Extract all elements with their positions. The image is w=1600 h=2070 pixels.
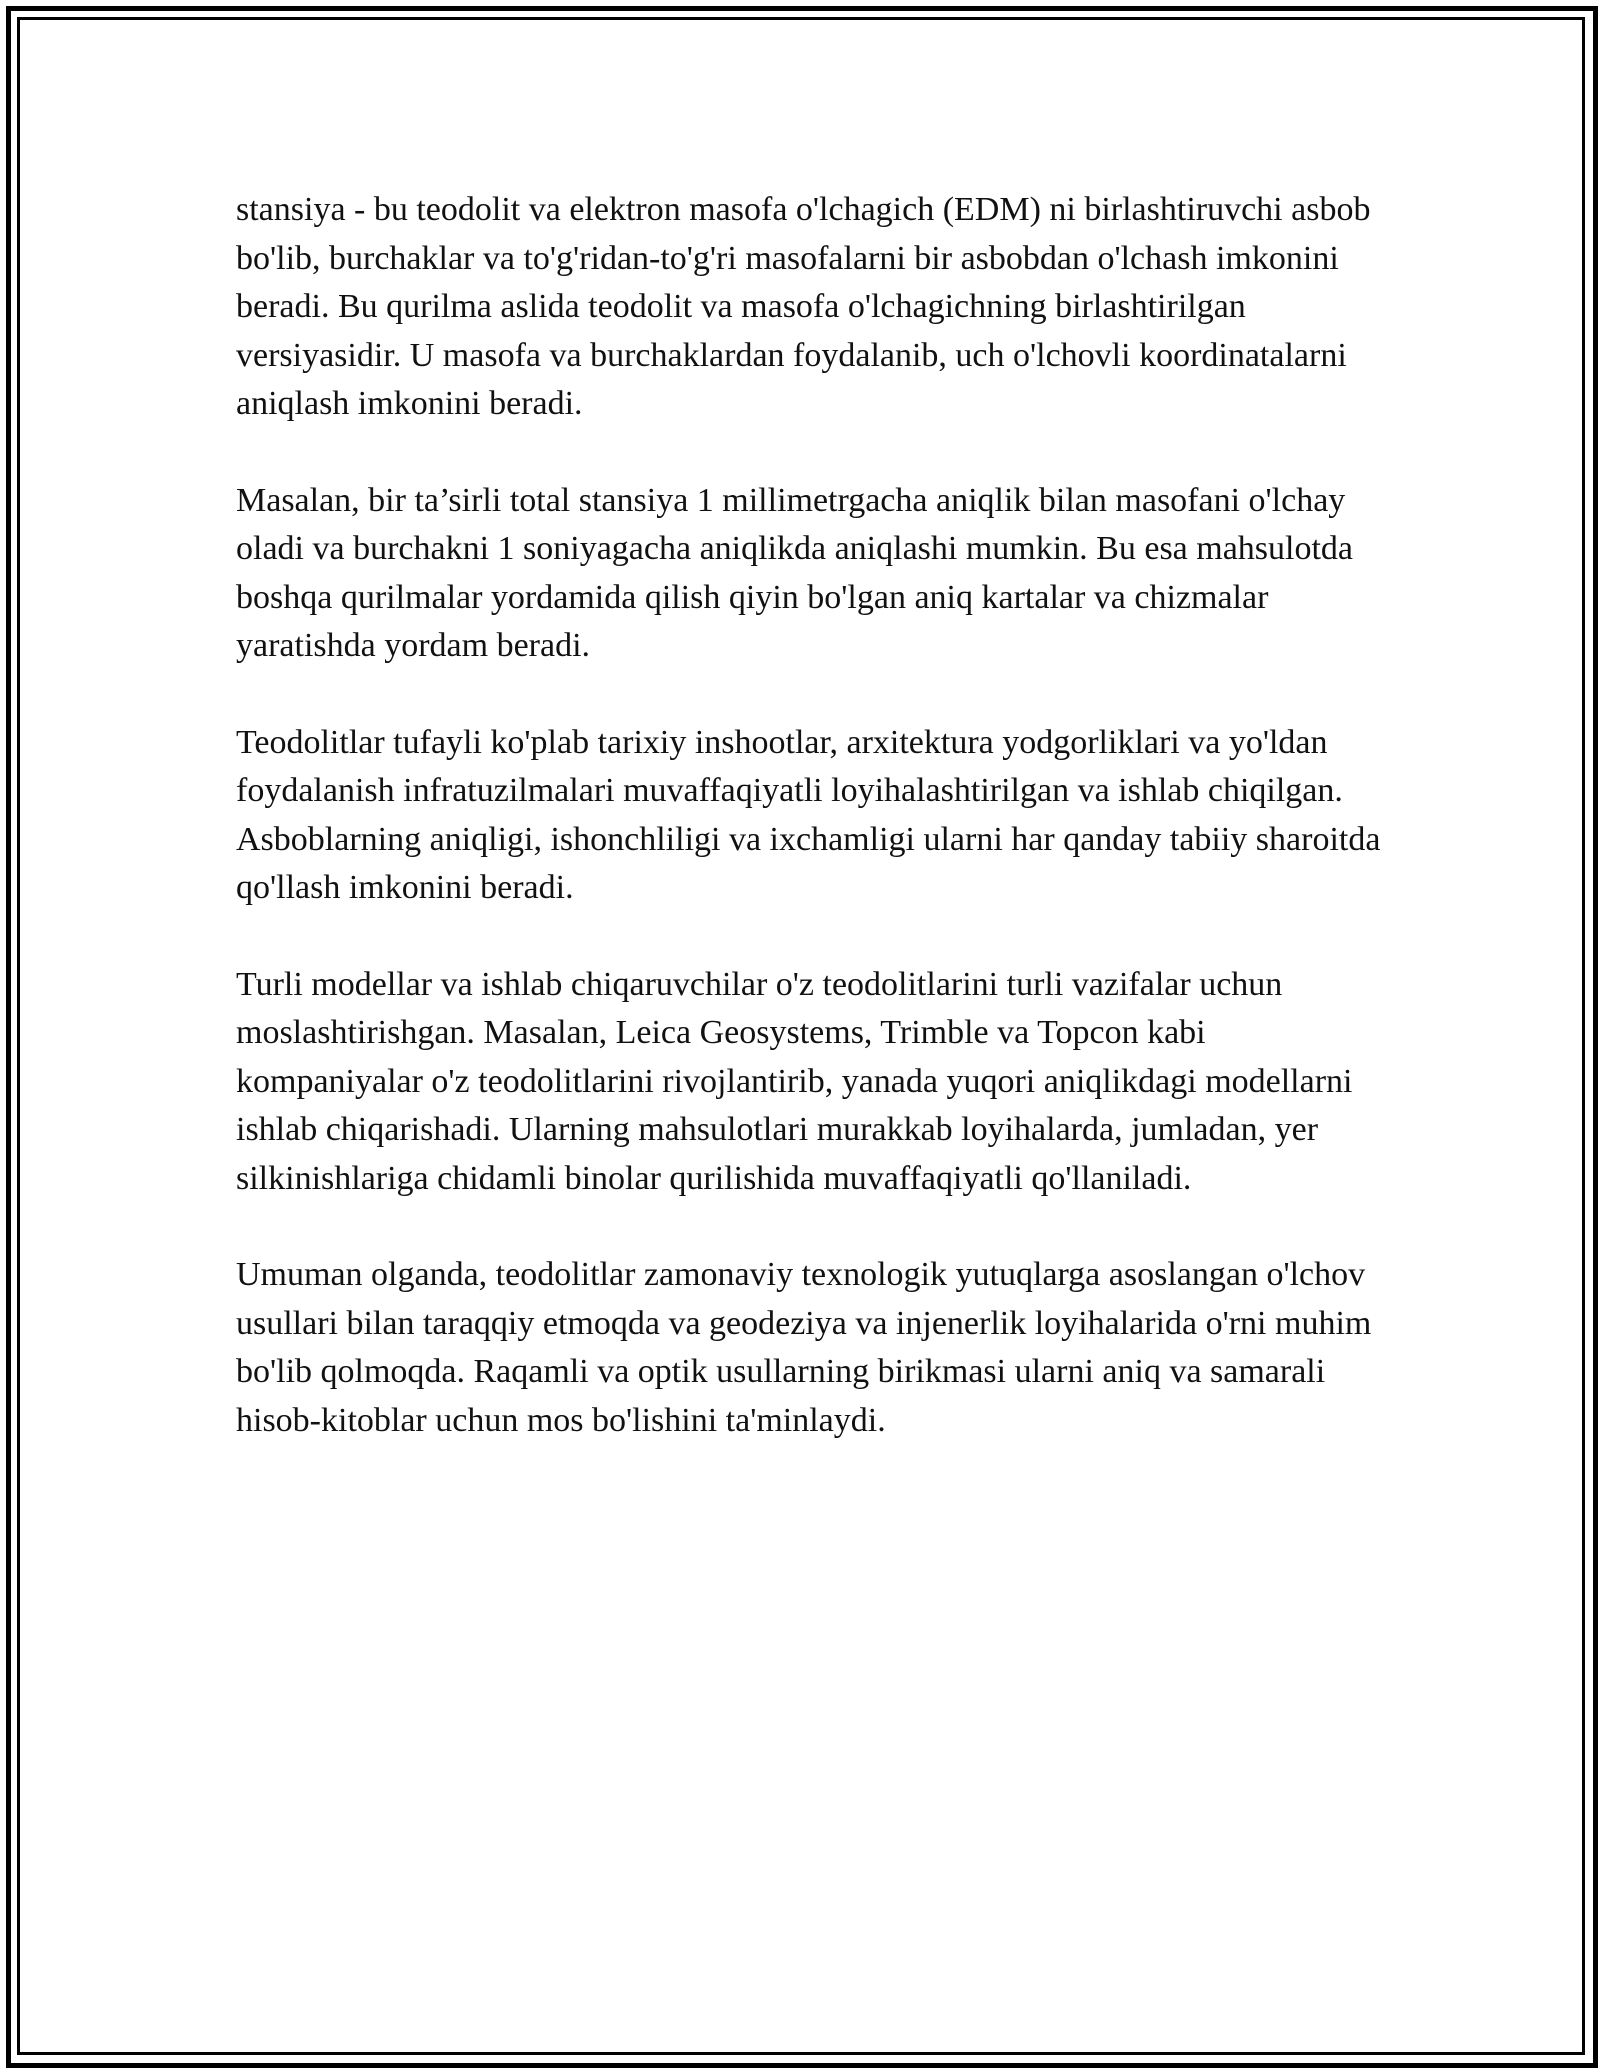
paragraph-1: stansiya - bu teodolit va elektron masofa o'lchagich (EDM) ni birlashtiruvchi asbob bo'lib, burchaklar va to'g'ridan-to'g'ri masofalarni bir asbobdan o'lchash imkonini beradi. Bu qurilma aslida teodolit va masofa o'lchagichning birlashtirilgan versiyasidir. U masofa va burchaklardan foydalanib, uch o'lchovli koordinatalarni aniqlash imkonini beradi. [236,191,1371,422]
paragraph-3: Teodolitlar tufayli ko'plab tarixiy inshootlar, arxitektura yodgorliklari va yo'ldan foydalanish infratuzilmalari muvaffaqiyatli loyihalashtirilgan va ishlab chiqilgan. Asboblarning aniqligi, ishonchliligi va ixchamligi ularni har qanday tabiiy sharoitda qo'llash imkonini beradi. [236,723,1381,906]
paragraph-4: Turli modellar va ishlab chiqaruvchilar o'z teodolitlarini turli vazifalar uchun moslashtirishgan. Masalan, Leica Geosystems, Trimble va Topcon kabi kompaniyalar o'z teodolitlarini rivojlantirib, yanada yuqori aniqlikdagi modellarni ishlab chiqarishadi. Ularning mahsulotlari murakkab loyihalarda, jumladan, yer silkinishlariga chidamli binolar qurilishida muvaffaqiyatli qo'llaniladi. [236,965,1353,1197]
document-body [236,186,1386,1493]
paragraph-2: Masalan, bir ta’sirli total stansiya 1 millimetrgacha aniqlik bilan masofani o'lchay oladi va burchakni 1 soniyagacha aniqlikda aniqlashi mumkin. Bu esa mahsulotda boshqa qurilmalar yordamida qilish qiyin bo'lgan aniq kartalar va chizmalar yaratishda yordam beradi. [236,481,1354,664]
paragraph-5: Umuman olganda, teodolitlar zamonaviy texnologik yutuqlarga asoslangan o'lchov usullari bilan taraqqiy etmoqda va geodeziya va injenerlik loyihalarida o'rni muhim bo'lib qolmoqda. Raqamli va optik usullarning birikmasi ularni aniq va samarali hisob-kitoblar uchun mos bo'lishini ta'minlaydi. [236,1256,1372,1439]
